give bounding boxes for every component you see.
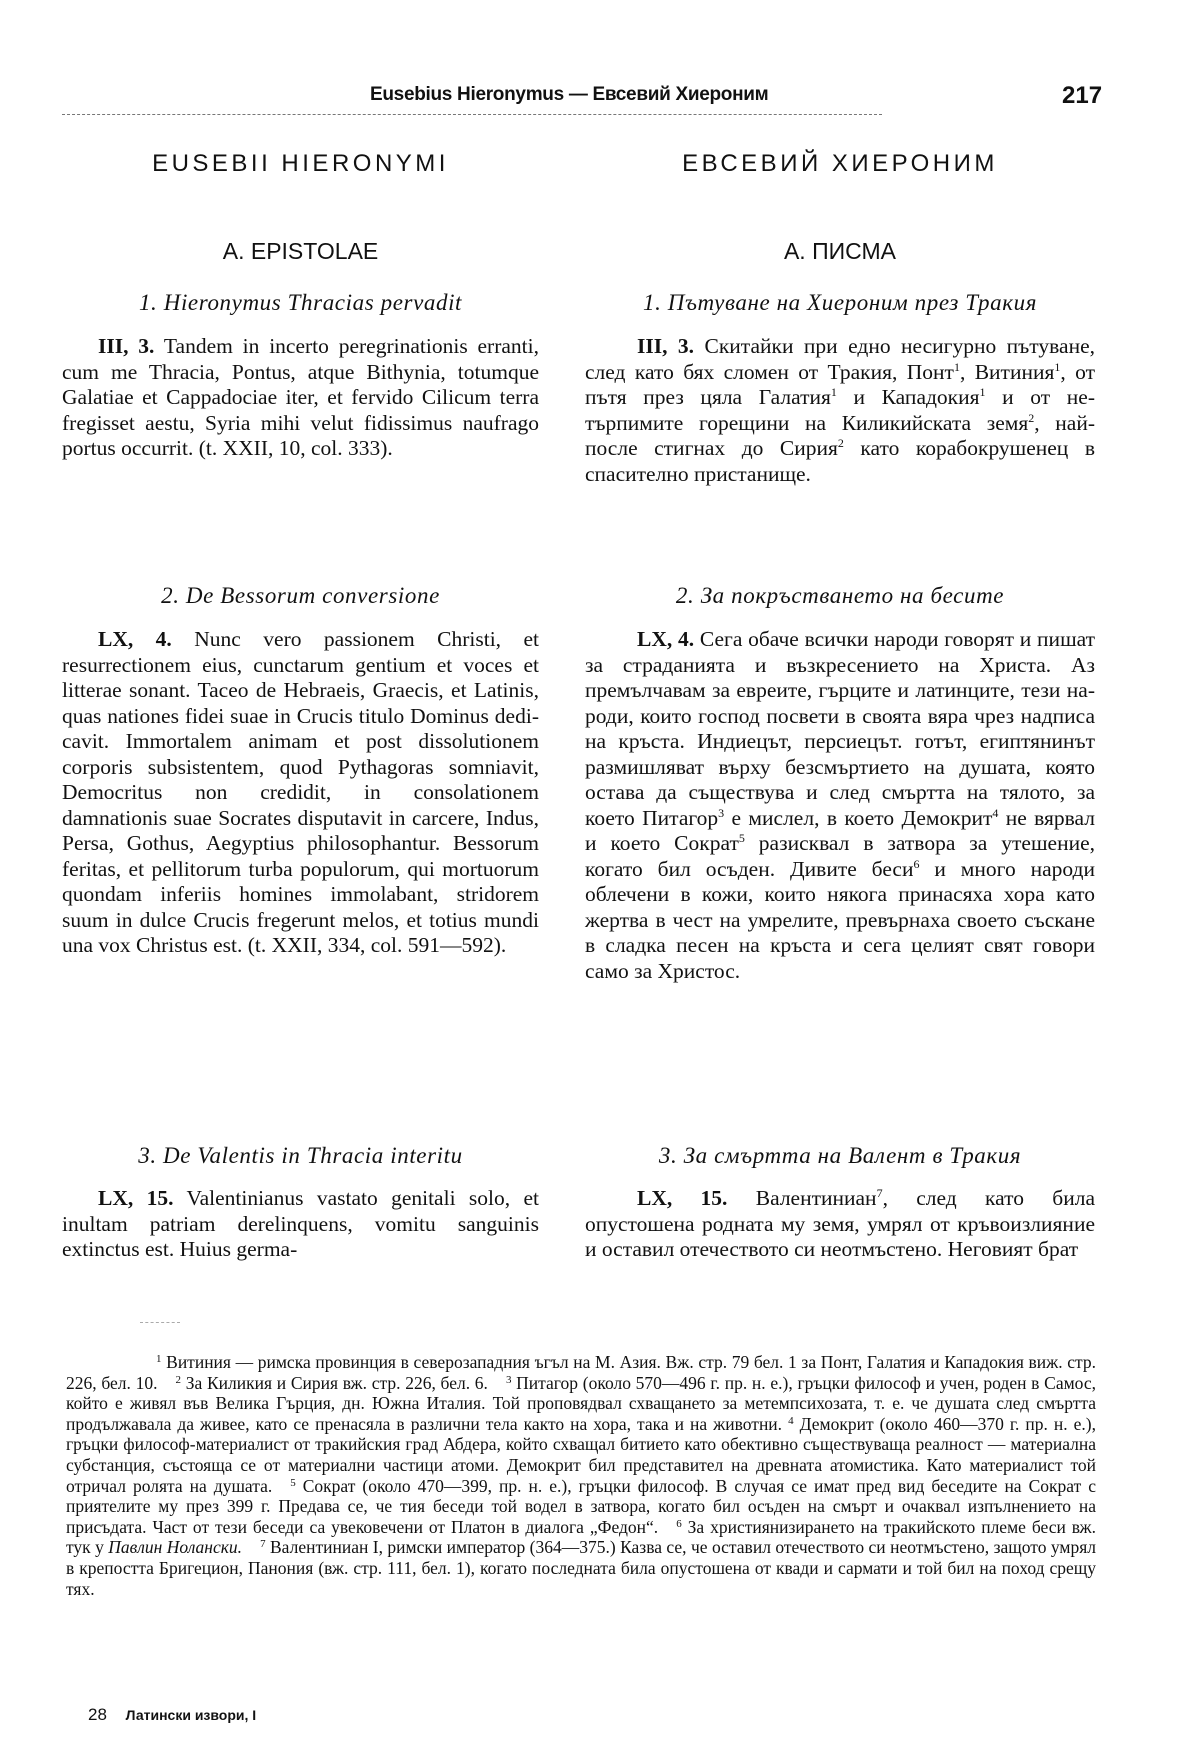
footnote-reference: 6 bbox=[913, 856, 920, 871]
footnote-separator bbox=[140, 1322, 180, 1323]
left-paragraph-3-text: Valentinianus vastato genitali solo, et inultam patriam derelinquens, vomitu sanguinis extinctus est. Huius germa- bbox=[62, 1186, 539, 1261]
footnote-1: Витиния — римска провинция в северозападния ъгъл на М. Азия. Вж. стр. 79 бел. 1 за Понт, Галатия и Кападокия виж. стр. 226, бел. 10. bbox=[66, 1352, 1096, 1393]
footnote-6: За християнизирането на тракийското племе беси вж. тук у bbox=[66, 1516, 1097, 1558]
right-section-title: А. ПИСМА bbox=[783, 238, 897, 264]
footnote-2-marker: 2 bbox=[175, 1373, 181, 1386]
left-paragraph-3 bbox=[62, 1186, 539, 1263]
left-subhead-3: 3. De Valentis in Thracia interitu bbox=[138, 1143, 463, 1168]
header-divider bbox=[62, 114, 882, 115]
footnote-5: Сократ (около 470—399, пр. н. е.), гръцки философ. В случая се имат пред вид беседите на Сократ с приятелите му през 399 г. Предава се, че тия беседи той водел в затвора, когато бил осъден на смърт и очаквал изпълнението на присъдата. Част от тези беседи са увековечени от Платон в диалога „Федон“. bbox=[66, 1475, 1096, 1537]
left-paragraph-1 bbox=[62, 334, 539, 462]
printer-signature bbox=[88, 1705, 256, 1725]
left-paragraph-1-text: Tandem in incerto peregrinationis erranti, cum me Thracia, Pontus, atque Bithynia, totumque Galatiae et Cappadociae iter, et fervido Cilicum terra fregisset aestu, Syria mihi velut fidissimus naufrago portus occurrit. (t. XXII, 10, col. 333). bbox=[62, 334, 539, 460]
right-subhead-3: 3. За смъртта на Валент в Тракия bbox=[658, 1143, 1022, 1168]
right-paragraph-2 bbox=[585, 627, 1095, 984]
left-paragraph-3-ref: LX, 15. bbox=[98, 1186, 174, 1210]
right-paragraph-3-text: Валентиниан$^7$, след като била опустошена родната му земя, умрял от кръвоизлияние и оставил отечеството си неотмъстено. Неговият брат bbox=[585, 1186, 1096, 1261]
right-subhead-2: 2. За покръстването на бесите bbox=[675, 583, 1005, 608]
footnote-4-marker: 4 bbox=[788, 1414, 794, 1427]
footnote-reference: 1 bbox=[979, 385, 986, 399]
right-paragraph-2-text: Сега обаче всички народи говорят и пишат за страданията и възкресението на Христа. Аз премълчавам за евреите, гърците и латинците, тези народи, които господ посвети в своята вяра чрез надписа на кръста. Индиецът, персиецът. готът, египтянинът размишляват върху безсмъртието на душата, която остава да съществува и след смъртта на тялото, за което Питагор$^3$ е мислел, в което Демокрит$^4$ не вярвал и което Сократ$^5$ разисквал в затвора за утешение, когато бил осъден. Дивите беси$^6$ и много народи облечени в кожи, които някога принасяха хора като жертва в чест на умрелите, превърнаха своето съскане в сладка песен на кръста и сега целият свят говори само за Христос. bbox=[585, 627, 1096, 983]
footnote-6-author: Павлин Ноланскu. bbox=[108, 1537, 243, 1558]
footnote-reference: 7 bbox=[876, 1186, 883, 1200]
left-subhead-2: 2. De Bessorum conversione bbox=[161, 583, 440, 608]
footnote-5-marker: 5 bbox=[290, 1476, 296, 1489]
footnote-reference: 3 bbox=[718, 805, 725, 820]
running-title: Eusebius Hieronymus — Евсевий Хиероним bbox=[370, 84, 769, 105]
right-paragraph-2-ref: LX, 4. bbox=[637, 627, 695, 651]
footnote-1-marker: 1 bbox=[156, 1353, 162, 1365]
footnote-7: Валентиниан I, римски император (364—375.) Казва се, че оставил отечеството си неотмъстено, защото умрял в крепостта Бригецион, Панония (вж. стр. 111, бел. 1), когато последната била опустошена от квади и сармати и той бил на поход срещу тях. bbox=[66, 1537, 1097, 1599]
right-paragraph-1-ref: III, 3. bbox=[637, 334, 695, 358]
signature-sheet-number: 28 bbox=[88, 1705, 107, 1724]
left-paragraph-2 bbox=[62, 627, 539, 959]
left-paragraph-1-ref: III, 3. bbox=[98, 334, 155, 358]
footnote-reference: 1 bbox=[830, 385, 837, 399]
left-paragraph-2-ref: LX, 4. bbox=[98, 627, 172, 651]
footnote-3: Питагор (около 570—496 г. пр. н. е.), гръцки философ и учен, роден в Самос, който е живял във Велика Гърция, дн. Южна Италия. Той проповядвал схващането за метемпсихозата, т. е. че душата след смъртта продължавала да живее, като се пренасяла в различни тела както на хора, така и на животни. bbox=[66, 1372, 1097, 1434]
footnote-6-marker: 6 bbox=[676, 1517, 682, 1530]
running-head bbox=[0, 84, 1200, 114]
right-paragraph-1-text: Скитайки при едно несигурно пътуване, след като бях сломен от Тракия, Понт$^1$, Витиния$^1$, от пътя през цяла Галатия$^1$ и Кападокия$^1$ и от нетърпимите горещини на Киликийската земя$^2$, най-после стигнах до Сирия$^2$ като корабокрушенец в спасително пристанище. bbox=[585, 334, 1095, 486]
footnote-7-marker: 7 bbox=[260, 1538, 266, 1551]
footnote-reference: 1 bbox=[953, 359, 960, 374]
right-paragraph-3-ref: LX, 15. bbox=[637, 1186, 728, 1210]
footnote-2: За Киликия и Сирия вж. стр. 226, бел. 6. bbox=[185, 1372, 488, 1393]
right-subhead-1: 1. Пътуване на Хиероним през Тракия bbox=[642, 290, 1038, 315]
left-paragraph-2-text: Nunc vero passionem Christi, et resurrectionem eius, cunctarum gentium et voces et litterae sonant. Taceo de Hebraeis, Graecis, et Latinis, quas nationes fidei suae in Crucis titulo Dominus dedicavit. Immortalem animam et post dissolutionem corporis subsistentem, quod Pythagoras somniavit, Democritus non credidit, in consolationem damnationis suae Socrates disputavit in carcere, Indus, Persa, Gothus, Aegyptius philosophantur. Bessorum feritas, et pellitorum turba populorum, qui mortuorum quondam inferiis homines immolabant, stridorem suum in dulce Crucis fregerunt melos, et totius mundi una vox Christus est. (t. XXII, 334, col. 591—592). bbox=[62, 627, 540, 957]
footnote-reference: 4 bbox=[992, 805, 999, 820]
right-paragraph-3 bbox=[585, 1186, 1095, 1263]
footnote-4: Демокрит (около 460—370 г. пр. н. е.), гръцки философ-материалист от тракийския град Абдера, който схващал битието като обективно съществуваща реалност — материална субстанция, състояща се от материални частици атоми. Демокрит бил представител на древната атомистика. Като материалист той отричал ролята на душата. bbox=[66, 1413, 1097, 1496]
left-author-title: EUSEBII HIERONYMI bbox=[152, 150, 449, 177]
footnote-reference: 5 bbox=[738, 831, 745, 845]
footnote-reference: 1 bbox=[1054, 359, 1061, 374]
left-section-title: A. EPISTOLAE bbox=[222, 238, 379, 264]
right-author-title: ЕВСЕВИЙ ХИЕРОНИМ bbox=[682, 150, 998, 177]
footnote-reference: 2 bbox=[1028, 410, 1035, 425]
left-subhead-1: 1. Hieronymus Thracias pervadit bbox=[138, 290, 463, 315]
footnote-reference: 2 bbox=[837, 436, 844, 450]
footnote-3-marker: 3 bbox=[505, 1373, 512, 1386]
page-number: 217 bbox=[1062, 82, 1103, 109]
right-paragraph-1 bbox=[585, 334, 1095, 487]
signature-title: Латински извори, I bbox=[125, 1707, 257, 1723]
footnotes bbox=[66, 1352, 1096, 1599]
